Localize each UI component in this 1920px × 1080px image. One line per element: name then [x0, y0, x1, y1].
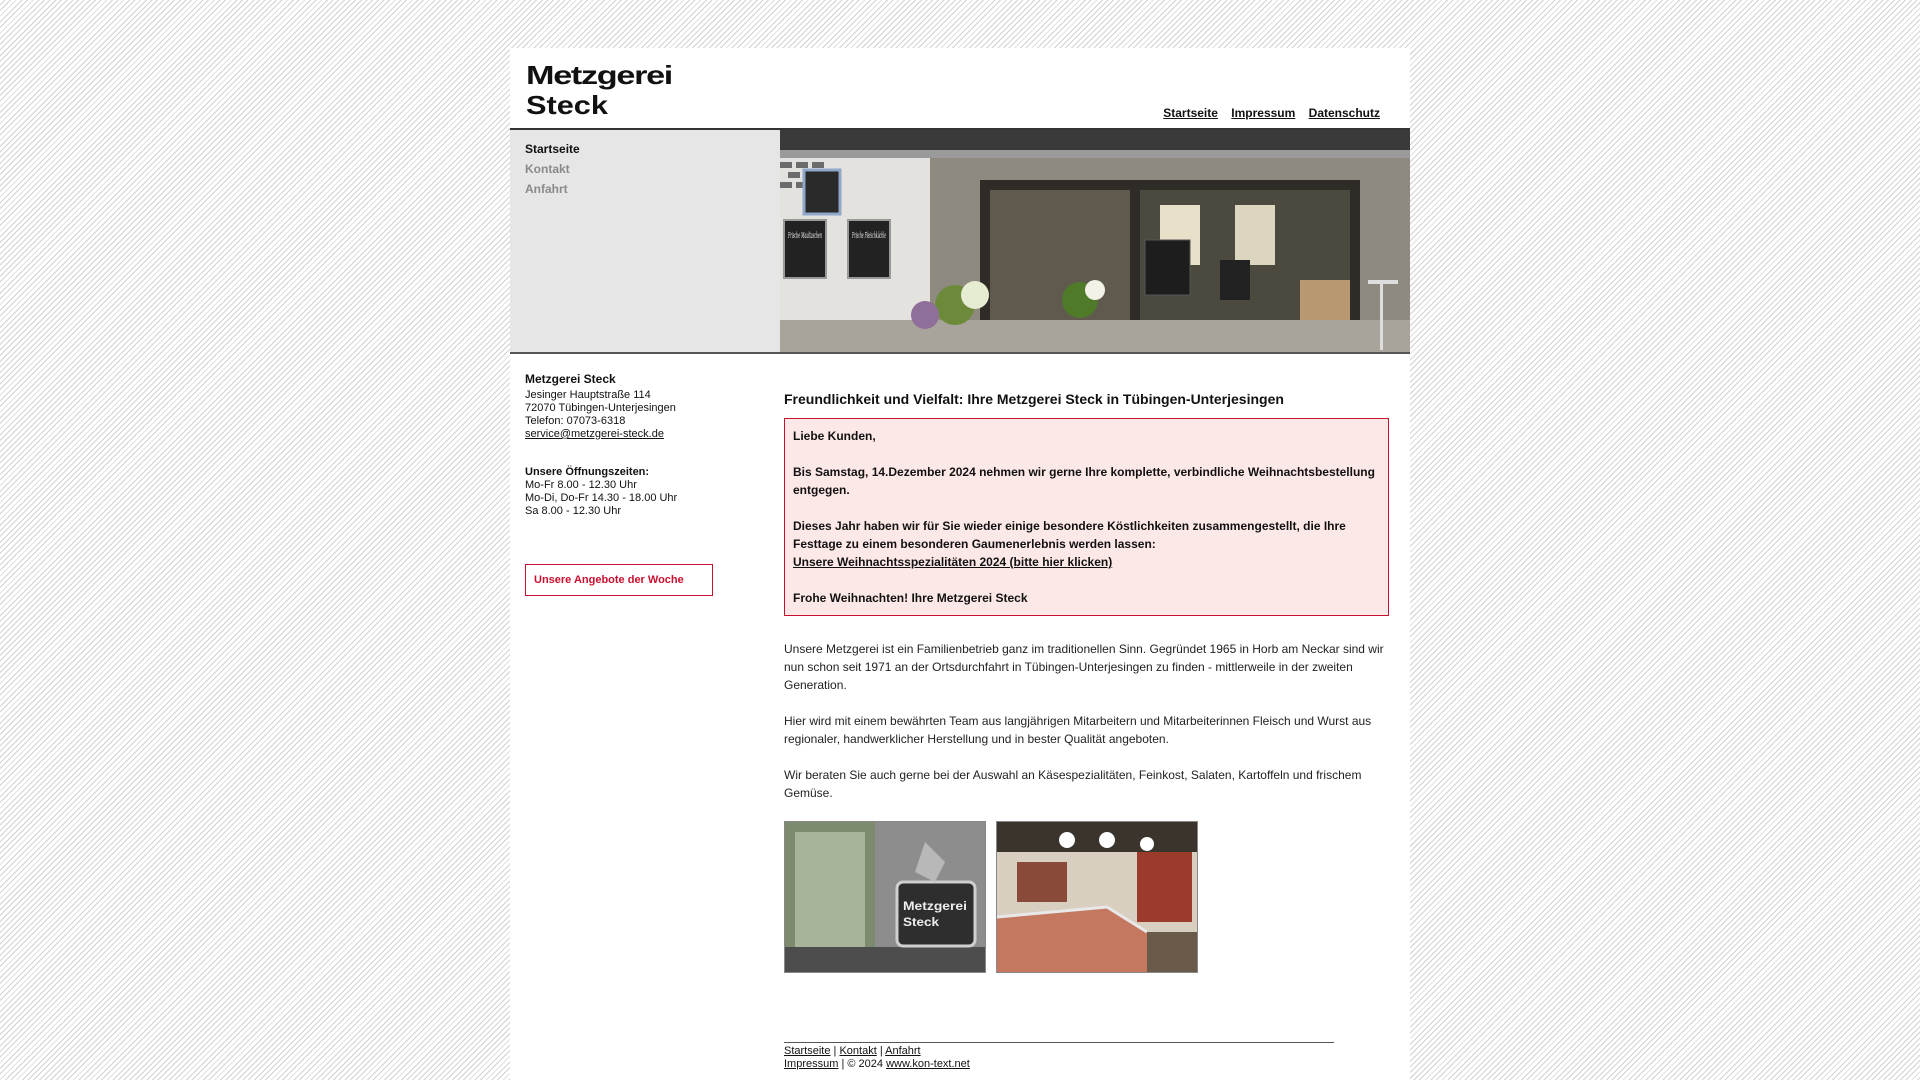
top-nav-impressum[interactable]: Impressum: [1231, 106, 1296, 120]
side-nav: [525, 141, 580, 201]
weekly-offers-button[interactable]: Unsere Angebote der Woche: [525, 564, 713, 596]
hours-heading: Unsere Öffnungszeiten:: [525, 466, 650, 478]
logo-line1: Metzgerei: [526, 60, 672, 90]
intro-paragraph-2: Hier wird mit einem bewährten Team aus langjährigen Mitarbeitern und Mitarbeiterinnen Fleisch und Wurst aus regionaler, handwerklicher Herstellung und in bester Qualität angeboten.: [784, 714, 1372, 746]
logo[interactable]: [524, 58, 674, 116]
photo-shop-counter[interactable]: [996, 821, 1198, 973]
notice-p2: Dieses Jahr haben wir für Sie wieder einige besondere Köstlichkeiten zusammengestellt, die Ihre Festtage zu einem besonderen Gaumenerlebnis werden lassen:: [793, 519, 1346, 551]
top-nav-startseite[interactable]: Startseite: [1163, 106, 1218, 120]
footer-credit-link[interactable]: www.kon-text.net: [886, 1058, 970, 1070]
top-nav: [1153, 106, 1380, 120]
photo-shop-sign[interactable]: [784, 821, 986, 973]
sign-line2: Steck: [903, 915, 940, 929]
hero-board1-text: Frische Maultaschen: [787, 231, 822, 240]
notice-p1: Bis Samstag, 14.Dezember 2024 nehmen wir gerne Ihre komplette, verbindliche Weihnachtsbestellung entgegen.: [793, 465, 1375, 497]
contact-info: [525, 373, 676, 441]
address-street: Jesinger Hauptstraße 114: [525, 389, 651, 401]
hero-board2-text: Frische Fleischküchle: [851, 231, 887, 240]
page-title: Freundlichkeit und Vielfalt: Ihre Metzgerei Steck in Tübingen-Unterjesingen: [784, 391, 1284, 407]
side-nav-startseite[interactable]: Startseite: [525, 142, 580, 156]
page-container: [510, 48, 1410, 1080]
hours-line: Mo-Fr 8.00 - 12.30 Uhr: [525, 479, 637, 491]
christmas-specials-link[interactable]: Unsere Weihnachtsspezialitäten 2024 (bitte hier klicken): [793, 555, 1113, 569]
hours-line: Mo-Di, Do-Fr 14.30 - 18.00 Uhr: [525, 492, 678, 504]
footer-link-startseite[interactable]: Startseite: [784, 1045, 831, 1057]
hours-line: Sa 8.00 - 12.30 Uhr: [525, 505, 622, 517]
notice-closing: Frohe Weihnachten! Ihre Metzgerei Steck: [793, 591, 1028, 605]
side-nav-kontakt[interactable]: Kontakt: [525, 162, 570, 176]
christmas-notice: [784, 418, 1389, 616]
sign-line1: Metzgerei: [903, 899, 967, 913]
band-divider: [510, 352, 1410, 354]
intro-paragraph-3: Wir beraten Sie auch gerne bei der Auswahl an Käsespezialitäten, Feinkost, Salaten, Kartoffeln und frischem Gemüse.: [784, 768, 1362, 800]
logo-line2: Steck: [526, 90, 609, 116]
phone: Telefon: 07073-6318: [525, 415, 626, 427]
footer-link-anfahrt[interactable]: Anfahrt: [885, 1045, 921, 1057]
intro-paragraph-1: Unsere Metzgerei ist ein Familienbetrieb ganz im traditionellen Sinn. Gegründet 1965 in Horb am Neckar sind wir nun schon seit 1971 an der Ortsdurchfahrt in Tübingen-Unterjesingen zu finden - mittlerweile in der zweiten Generation.: [784, 642, 1384, 692]
footer-link-impressum[interactable]: Impressum: [784, 1058, 839, 1070]
address-city: 72070 Tübingen-Unterjesingen: [525, 402, 676, 414]
footer: Startseite | Kontakt | Anfahrt Impressum | © 2024 www.kon-text.net: [784, 1042, 1334, 1071]
main-content: [784, 390, 1390, 802]
hero-image: [780, 130, 1410, 352]
header: [510, 48, 1410, 130]
notice-greeting: Liebe Kunden,: [793, 429, 876, 443]
side-nav-anfahrt[interactable]: Anfahrt: [525, 182, 568, 196]
company-name: Metzgerei Steck: [525, 372, 616, 386]
footer-copyright: | © 2024: [841, 1058, 884, 1070]
email-link[interactable]: service@metzgerei-steck.de: [525, 428, 664, 440]
footer-link-kontakt[interactable]: Kontakt: [839, 1045, 877, 1057]
top-nav-datenschutz[interactable]: Datenschutz: [1308, 106, 1380, 120]
opening-hours: [525, 466, 677, 518]
